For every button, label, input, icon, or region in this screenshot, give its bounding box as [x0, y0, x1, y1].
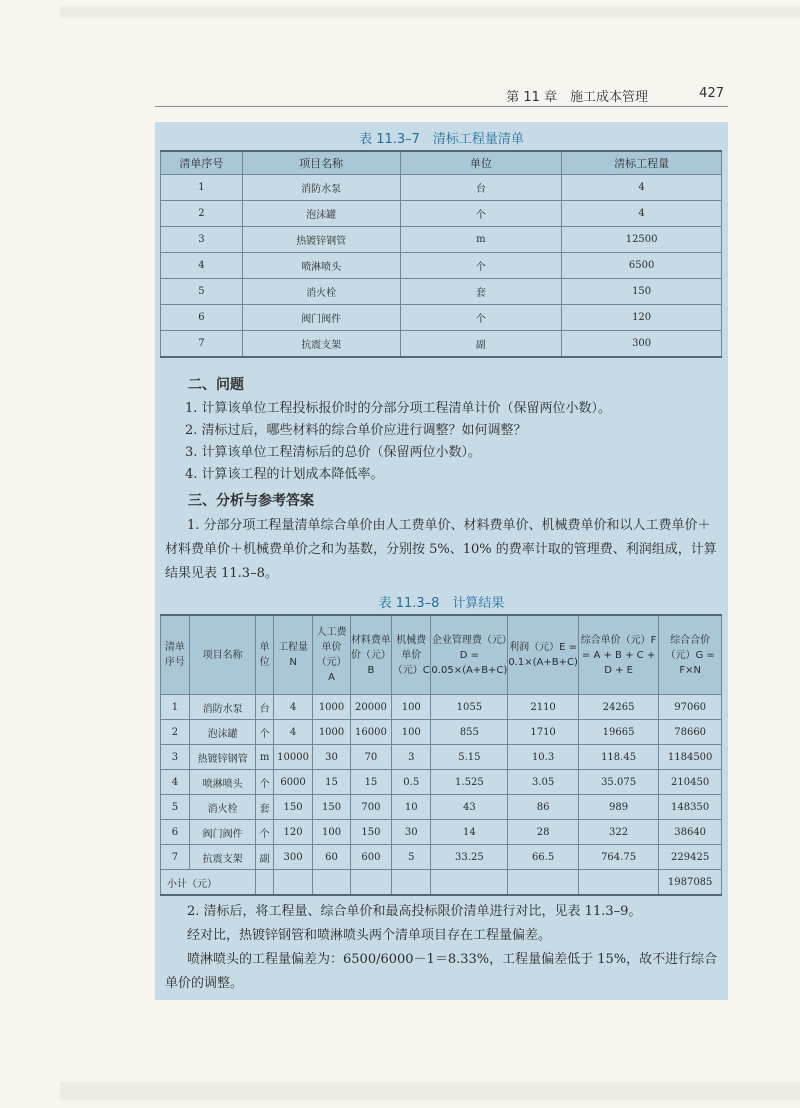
cell: 300 — [273, 845, 312, 870]
cell: 2 — [161, 201, 243, 227]
cell: 10000 — [273, 745, 312, 770]
paragraph-3: 经对比，热镀锌钢管和喷淋喷头两个清单项目存在工程量偏差。 — [187, 928, 552, 943]
question-3: 3. 计算该单位工程清标后的总价（保留两位小数）。 — [185, 445, 482, 460]
cell: 阀门阀件 — [189, 820, 255, 845]
cell: 120 — [273, 820, 312, 845]
analysis-paragraph-1: 1. 分部分项工程量清单综合单价由人工费单价、材料费单价、机械费单价和以人工费单价＋材料费单价＋机械费单价之和为基数，分别按 5%、10% 的费率计取的管理费、利润组成，计算结果见表 11.3–8。 — [165, 518, 717, 581]
cell: 5.15 — [431, 745, 508, 770]
table2-calculation-results — [160, 614, 722, 896]
cell: 个 — [400, 201, 562, 227]
subtotal-value: 1987085 — [659, 870, 722, 896]
empty-cell — [256, 870, 273, 896]
chapter-title: 第 11 章 施工成本管理 — [506, 90, 648, 105]
col-header: 清单序号 — [161, 151, 243, 175]
col-header: 材料费单价（元）B — [350, 615, 391, 695]
col-header: 清标工程量 — [562, 151, 722, 175]
cell: 0.5 — [392, 770, 431, 795]
table-row — [161, 305, 722, 331]
cell: 1 — [161, 695, 190, 720]
cell: 6 — [161, 820, 190, 845]
subtotal-row — [161, 870, 722, 896]
cell: 150 — [313, 795, 350, 820]
cell: 764.75 — [578, 845, 658, 870]
cell: 150 — [562, 279, 722, 305]
table-row — [161, 253, 722, 279]
cell: 1055 — [431, 695, 508, 720]
col-header: 项目名称 — [189, 615, 255, 695]
cell: m — [256, 745, 273, 770]
cell: 泡沫罐 — [189, 720, 255, 745]
empty-cell — [313, 870, 350, 896]
cell: 28 — [508, 820, 579, 845]
cell: 6 — [161, 305, 243, 331]
cell: 副 — [256, 845, 273, 870]
cell: 7 — [161, 331, 243, 358]
cell: 热镀锌钢管 — [189, 745, 255, 770]
table-row — [161, 845, 722, 870]
cell: 1710 — [508, 720, 579, 745]
analysis-heading: 三、分析与参考答案 — [188, 493, 314, 509]
cell: 5 — [392, 845, 431, 870]
cell: 2 — [161, 720, 190, 745]
table-row — [161, 227, 722, 253]
cell: 1.525 — [431, 770, 508, 795]
cell: 229425 — [659, 845, 722, 870]
cell: 120 — [562, 305, 722, 331]
cell: 3 — [161, 227, 243, 253]
cell: 300 — [562, 331, 722, 358]
cell: 30 — [392, 820, 431, 845]
cell: 989 — [578, 795, 658, 820]
cell: 24265 — [578, 695, 658, 720]
table-row — [161, 175, 722, 201]
cell: 210450 — [659, 770, 722, 795]
cell: 97060 — [659, 695, 722, 720]
cell: 个 — [400, 253, 562, 279]
cell: 6000 — [273, 770, 312, 795]
table-row — [161, 745, 722, 770]
cell: 消防水泵 — [189, 695, 255, 720]
table1-quantity-list — [160, 150, 722, 358]
table-row — [161, 331, 722, 358]
empty-cell — [578, 870, 658, 896]
cell: 10.3 — [508, 745, 579, 770]
col-header: 利润（元）E = 0.1×(A+B+C) — [508, 615, 579, 695]
cell: 3.05 — [508, 770, 579, 795]
empty-cell — [350, 870, 391, 896]
col-header: 清单序号 — [161, 615, 190, 695]
col-header: 项目名称 — [242, 151, 400, 175]
question-1: 1. 计算该单位工程投标报价时的分部分项工程清单计价（保留两位小数）。 — [185, 401, 612, 416]
cell: 100 — [313, 820, 350, 845]
cell: 副 — [400, 331, 562, 358]
table-row — [161, 695, 722, 720]
cell: 抗震支架 — [242, 331, 400, 358]
col-header: 机械费单价（元）C — [392, 615, 431, 695]
cell: 1000 — [313, 720, 350, 745]
content-panel — [155, 122, 728, 1000]
cell: 个 — [256, 720, 273, 745]
cell: 喷淋喷头 — [242, 253, 400, 279]
cell: 泡沫罐 — [242, 201, 400, 227]
questions-heading: 二、问题 — [188, 377, 244, 393]
cell: 消火栓 — [242, 279, 400, 305]
empty-cell — [273, 870, 312, 896]
subtotal-label: 小计（元） — [161, 870, 256, 896]
col-header: 单位 — [400, 151, 562, 175]
table2-caption: 表 11.3–8 计算结果 — [378, 596, 505, 611]
cell: 100 — [392, 695, 431, 720]
cell: 个 — [256, 820, 273, 845]
cell: 30 — [313, 745, 350, 770]
col-header: 单位 — [256, 615, 273, 695]
cell: 700 — [350, 795, 391, 820]
table-row — [161, 795, 722, 820]
cell: 套 — [400, 279, 562, 305]
col-header: 综合合价（元）G = F×N — [659, 615, 722, 695]
cell: 12500 — [562, 227, 722, 253]
cell: m — [400, 227, 562, 253]
cell: 4 — [161, 770, 190, 795]
cell: 66.5 — [508, 845, 579, 870]
cell: 套 — [256, 795, 273, 820]
cell: 2110 — [508, 695, 579, 720]
cell: 20000 — [350, 695, 391, 720]
cell: 150 — [350, 820, 391, 845]
cell: 38640 — [659, 820, 722, 845]
cell: 100 — [392, 720, 431, 745]
cell: 33.25 — [431, 845, 508, 870]
cell: 个 — [256, 770, 273, 795]
cell: 4 — [273, 695, 312, 720]
cell: 35.075 — [578, 770, 658, 795]
cell: 喷淋喷头 — [189, 770, 255, 795]
cell: 78660 — [659, 720, 722, 745]
cell: 1000 — [313, 695, 350, 720]
cell: 台 — [400, 175, 562, 201]
table-row — [161, 770, 722, 795]
table-header-row — [161, 151, 722, 175]
cell: 3 — [392, 745, 431, 770]
cell: 60 — [313, 845, 350, 870]
cell: 抗震支架 — [189, 845, 255, 870]
col-header: 人工费单价（元）A — [313, 615, 350, 695]
col-header: 工程量 N — [273, 615, 312, 695]
table-row — [161, 820, 722, 845]
empty-cell — [508, 870, 579, 896]
cell: 消防水泵 — [242, 175, 400, 201]
cell: 7 — [161, 845, 190, 870]
cell: 1184500 — [659, 745, 722, 770]
cell: 14 — [431, 820, 508, 845]
cell: 5 — [161, 795, 190, 820]
cell: 10 — [392, 795, 431, 820]
empty-cell — [431, 870, 508, 896]
page-edge-top — [60, 6, 800, 18]
paragraph-4: 喷淋喷头的工程量偏差为：6500/6000－1＝8.33%，工程量偏差低于 15%，故不进行综合单价的调整。 — [165, 952, 718, 991]
page-header — [155, 84, 728, 107]
cell: 600 — [350, 845, 391, 870]
cell: 15 — [313, 770, 350, 795]
paragraph-2: 2. 清标后，将工程量、综合单价和最高投标限价清单进行对比，见表 11.3–9。 — [187, 904, 642, 919]
cell: 118.45 — [578, 745, 658, 770]
page-edge-bottom — [60, 1082, 800, 1100]
cell: 4 — [562, 201, 722, 227]
col-header: 企业管理费（元）D = 0.05×(A+B+C) — [431, 615, 508, 695]
col-header: 综合单价（元）F = A + B + C + D + E — [578, 615, 658, 695]
cell: 855 — [431, 720, 508, 745]
cell: 个 — [400, 305, 562, 331]
cell: 4 — [562, 175, 722, 201]
question-4: 4. 计算该工程的计划成本降低率。 — [185, 467, 384, 482]
cell: 阀门阀件 — [242, 305, 400, 331]
table-header-row — [161, 615, 722, 695]
cell: 15 — [350, 770, 391, 795]
cell: 热镀锌钢管 — [242, 227, 400, 253]
cell: 台 — [256, 695, 273, 720]
page-number: 427 — [699, 86, 724, 101]
cell: 消火栓 — [189, 795, 255, 820]
table-row — [161, 279, 722, 305]
empty-cell — [392, 870, 431, 896]
cell: 5 — [161, 279, 243, 305]
cell: 16000 — [350, 720, 391, 745]
cell: 4 — [161, 253, 243, 279]
cell: 4 — [273, 720, 312, 745]
cell: 6500 — [562, 253, 722, 279]
question-2: 2. 清标过后，哪些材料的综合单价应进行调整？如何调整？ — [185, 423, 527, 438]
cell: 70 — [350, 745, 391, 770]
table2-body — [161, 695, 722, 896]
table-row — [161, 720, 722, 745]
table1-caption: 表 11.3–7 清标工程量清单 — [359, 132, 524, 147]
cell: 43 — [431, 795, 508, 820]
cell: 150 — [273, 795, 312, 820]
cell: 19665 — [578, 720, 658, 745]
cell: 86 — [508, 795, 579, 820]
cell: 148350 — [659, 795, 722, 820]
table-row — [161, 201, 722, 227]
cell: 1 — [161, 175, 243, 201]
cell: 3 — [161, 745, 190, 770]
cell: 322 — [578, 820, 658, 845]
